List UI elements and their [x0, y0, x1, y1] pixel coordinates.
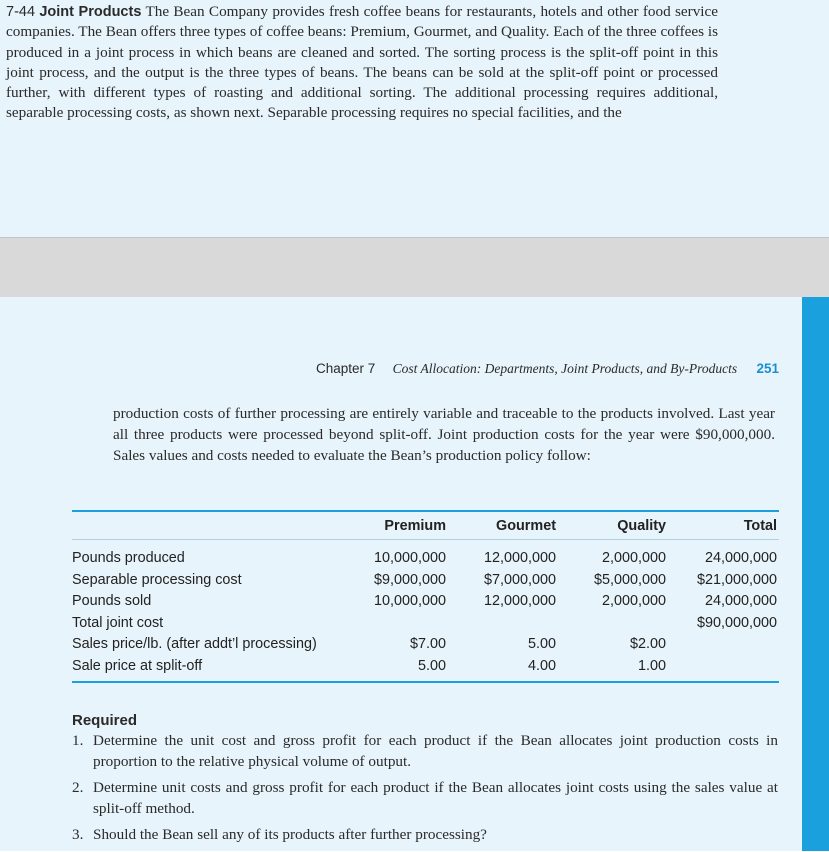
- required-item: [72, 778, 778, 819]
- cell-gourmet: 12,000,000: [483, 593, 556, 609]
- table-row: [72, 548, 779, 570]
- cell-gourmet: 4.00: [527, 657, 556, 674]
- joint-products-table: [72, 510, 779, 683]
- header-premium: Premium: [384, 518, 446, 534]
- table-row: [72, 634, 779, 656]
- cell-total: $90,000,000: [696, 614, 777, 631]
- cell-quality: 2,000,000: [601, 593, 666, 609]
- cell-gourmet: 5.00: [527, 636, 556, 652]
- required-item-text: Should the Bean sell any of its products after further processing?: [93, 826, 487, 843]
- row-label: Total joint cost: [72, 614, 164, 631]
- page-edge-bar: [802, 297, 829, 851]
- running-head: [316, 361, 779, 377]
- row-label: Pounds sold: [72, 593, 152, 609]
- required-item: [72, 825, 778, 846]
- table-row: [72, 591, 779, 613]
- cell-premium: 10,000,000: [373, 593, 446, 609]
- required-item-number: 2.: [72, 779, 84, 796]
- header-total: Total: [743, 518, 777, 534]
- row-label: Separable processing cost: [72, 571, 242, 588]
- cell-total: 24,000,000: [704, 550, 777, 566]
- chapter-label: Chapter 7: [315, 361, 376, 376]
- table-row: [72, 570, 779, 592]
- table-row: [72, 613, 779, 635]
- required-heading: Required: [72, 712, 138, 729]
- cell-total: 24,000,000: [704, 593, 777, 609]
- problem-title: Joint Products: [39, 4, 142, 20]
- top-page-panel: [0, 0, 829, 237]
- table-row: [72, 656, 779, 678]
- cell-quality: 2,000,000: [601, 550, 666, 566]
- header-gourmet: Gourmet: [496, 518, 556, 534]
- problem-number: 7-44: [6, 4, 36, 20]
- row-label: Pounds produced: [72, 550, 185, 566]
- required-item-text: Determine the unit cost and gross profit for each product if the Bean allocates joint production costs in proportion to the relative physical volume of output.: [93, 732, 778, 770]
- cell-premium: 5.00: [417, 657, 446, 674]
- required-section: [72, 712, 778, 852]
- header-quality: Quality: [617, 518, 666, 534]
- table-bottom-rule: [72, 681, 779, 683]
- cell-quality: 1.00: [637, 657, 666, 674]
- problem-text: The Bean Company provides fresh coffee beans for restaurants, hotels and other food service companies. The Bean offers three types of coffee beans: Premium, Gourmet, and Quality. Each of the three coffees is produced in a joint process in which beans are cleaned and sorted. The sorting process is the split-off point in this joint process, and the output is the three types of beans. The beans can be sold at the split-off point or processed further, with different types of roasting and additional sorting. The additional processing requires additional, separable processing costs, as shown next. Separable processing requires no special facilities, and the: [6, 3, 719, 122]
- required-item-text: Determine unit costs and gross profit for each product if the Bean allocates joint costs using the sales value at split-off method.: [93, 779, 778, 817]
- chapter-title: Cost Allocation: Departments, Joint Products, and By-Products: [392, 361, 738, 376]
- required-item-number: 1.: [72, 732, 84, 749]
- page-number: 251: [756, 361, 779, 376]
- cell-gourmet: $7,000,000: [483, 571, 556, 588]
- cell-premium: $9,000,000: [373, 571, 446, 588]
- row-label: Sales price/lb. (after addt’l processing): [72, 636, 317, 652]
- cell-premium: 10,000,000: [373, 550, 446, 566]
- continuation-paragraph: production costs of further processing are entirely variable and traceable to the products involved. Last year all three products were processed beyond split-off. Joint production costs for the year were $90,000,000. Sales values and costs needed to evaluate the Bean’s production policy follow:: [113, 405, 775, 464]
- required-item: [72, 731, 778, 772]
- table-header-row: [72, 512, 779, 536]
- cell-total: $21,000,000: [696, 571, 777, 588]
- cell-quality: $2.00: [629, 636, 666, 652]
- required-item-number: 3.: [72, 826, 84, 843]
- table-body: [72, 540, 779, 681]
- cell-gourmet: 12,000,000: [483, 550, 556, 566]
- cell-quality: $5,000,000: [593, 571, 666, 588]
- page-break-band: [0, 237, 829, 298]
- problem-paragraph: [6, 2, 718, 124]
- cell-premium: $7.00: [409, 636, 446, 652]
- row-label: Sale price at split-off: [72, 657, 203, 674]
